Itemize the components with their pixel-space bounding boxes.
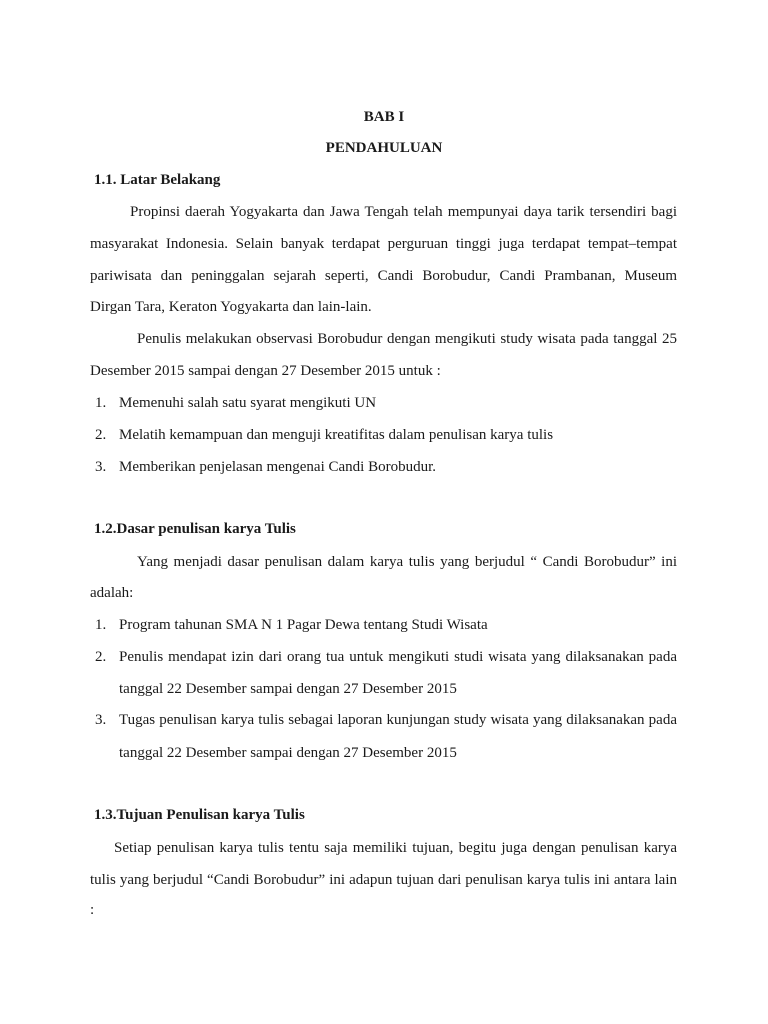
paragraph-line: Yang menjadi dasar penulisan dalam karya tulis yang berjudul “ Candi Borobudur” ini (137, 554, 677, 570)
list-item: Penulis mendapat izin dari orang tua untuk mengikuti studi wisata yang dilaksanakan pada (119, 649, 677, 665)
list-number: 1. (95, 395, 107, 411)
list-number: 2. (95, 649, 107, 665)
paragraph-line: : (90, 902, 95, 918)
paragraph-line: pariwisata dan peninggalan sejarah seperti, Candi Borobudur, Candi Prambanan, Museum (90, 268, 677, 284)
paragraph-line: Propinsi daerah Yogyakarta dan Jawa Tengah telah mempunyai daya tarik tersendiri bagi (130, 204, 677, 220)
chapter-number: BAB I (363, 109, 405, 125)
list-item: Memberikan penjelasan mengenai Candi Borobudur. (119, 459, 436, 475)
paragraph-line: adalah: (90, 585, 134, 601)
section-heading-1-2: 1.2.Dasar penulisan karya Tulis (94, 521, 296, 537)
paragraph-line: Setiap penulisan karya tulis tentu saja memiliki tujuan, begitu juga dengan penulisan karya (114, 840, 677, 856)
section-heading-1-3: 1.3.Tujuan Penulisan karya Tulis (94, 807, 305, 823)
paragraph-line: Dirgan Tara, Keraton Yogyakarta dan lain-lain. (90, 299, 372, 315)
paragraph-line: Penulis melakukan observasi Borobudur dengan mengikuti study wisata pada tanggal 25 (137, 331, 677, 347)
chapter-title: PENDAHULUAN (325, 140, 443, 156)
paragraph-line: Desember 2015 sampai dengan 27 Desember 2015 untuk : (90, 363, 441, 379)
list-item: Tugas penulisan karya tulis sebagai laporan kunjungan study wisata yang dilaksanakan pada (119, 712, 677, 728)
list-number: 2. (95, 427, 107, 443)
paragraph-line: tulis yang berjudul “Candi Borobudur” ini adapun tujuan dari penulisan karya tulis ini antara lain (90, 872, 677, 888)
list-item: Melatih kemampuan dan menguji kreatifitas dalam penulisan karya tulis (119, 427, 554, 443)
paragraph-line: masyarakat Indonesia. Selain banyak terdapat perguruan tinggi juga terdapat tempat–tempat (90, 236, 677, 252)
list-item-continuation: tanggal 22 Desember sampai dengan 27 Desember 2015 (119, 681, 457, 697)
list-item: Program tahunan SMA N 1 Pagar Dewa tentang Studi Wisata (119, 617, 488, 633)
list-item: Memenuhi salah satu syarat mengikuti UN (119, 395, 377, 411)
list-number: 1. (95, 617, 107, 633)
section-heading-1-1: 1.1. Latar Belakang (94, 172, 221, 188)
list-number: 3. (95, 712, 107, 728)
list-number: 3. (95, 459, 107, 475)
list-item-continuation: tanggal 22 Desember sampai dengan 27 Desember 2015 (119, 745, 457, 761)
